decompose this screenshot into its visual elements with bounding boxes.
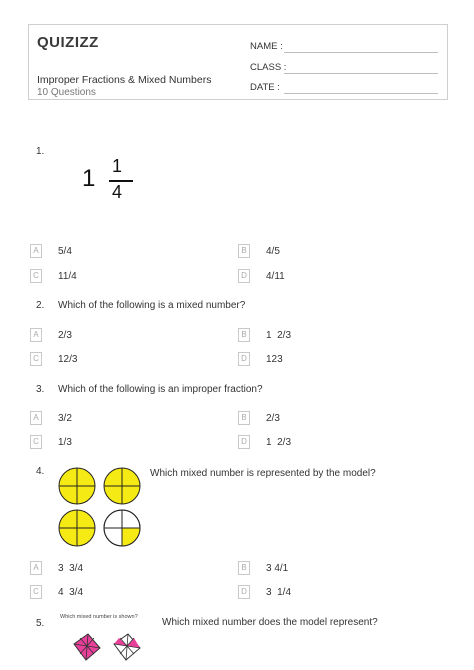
fraction-circles-model: [56, 466, 144, 550]
option-text[interactable]: 4/11: [266, 271, 285, 282]
question-text: Which of the following is a mixed number?: [58, 300, 246, 311]
quizizz-logo: QUIZIZZ: [37, 34, 99, 51]
name-label: NAME :: [250, 41, 283, 52]
option-letter[interactable]: D: [238, 585, 250, 599]
class-field[interactable]: [284, 73, 438, 74]
option-letter[interactable]: A: [30, 328, 42, 342]
option-text[interactable]: 3/2: [58, 413, 72, 424]
question-count: 10 Questions: [37, 87, 96, 98]
option-letter[interactable]: D: [238, 352, 250, 366]
option-text[interactable]: 11/4: [58, 271, 77, 282]
option-letter[interactable]: B: [238, 244, 250, 258]
option-letter[interactable]: A: [30, 411, 42, 425]
fraction-denominator: 4: [112, 182, 123, 202]
option-letter[interactable]: B: [238, 411, 250, 425]
option-text[interactable]: 3 3/4: [58, 563, 84, 574]
worksheet-title: Improper Fractions & Mixed Numbers: [37, 74, 212, 86]
option-text[interactable]: 123: [266, 354, 283, 365]
question-text: Which mixed number is represented by the model?: [150, 468, 376, 479]
option-text[interactable]: 5/4: [58, 246, 72, 257]
full-circle: [59, 510, 95, 546]
question-number: 4.: [36, 466, 45, 477]
question-number: 5.: [36, 618, 45, 629]
option-letter[interactable]: A: [30, 244, 42, 258]
option-letter[interactable]: B: [238, 328, 250, 342]
option-letter[interactable]: D: [238, 269, 250, 283]
option-letter[interactable]: A: [30, 561, 42, 575]
fraction-numerator: 1: [112, 156, 123, 176]
question-number: 3.: [36, 384, 45, 395]
option-text[interactable]: 2/3: [58, 330, 72, 341]
option-letter[interactable]: C: [30, 585, 42, 599]
class-label: CLASS :: [250, 62, 287, 73]
option-letter[interactable]: D: [238, 435, 250, 449]
option-text[interactable]: 4/5: [266, 246, 280, 257]
question-number: 1.: [36, 146, 45, 157]
option-letter[interactable]: C: [30, 435, 42, 449]
option-text[interactable]: 2/3: [266, 413, 280, 424]
question-text: Which mixed number does the model represent?: [162, 617, 378, 628]
full-square-shape: [74, 634, 100, 660]
fraction-whole: 1: [82, 165, 96, 192]
option-text[interactable]: 1 2/3: [266, 330, 292, 341]
option-text[interactable]: 4 3/4: [58, 587, 84, 598]
option-letter[interactable]: C: [30, 352, 42, 366]
option-letter[interactable]: B: [238, 561, 250, 575]
name-field[interactable]: [284, 52, 438, 53]
option-text[interactable]: 1/3: [58, 437, 72, 448]
question-number: 2.: [36, 300, 45, 311]
option-text[interactable]: 3 1/4: [266, 587, 292, 598]
option-text[interactable]: 12/3: [58, 354, 78, 365]
model-caption: Which mixed number is shown?: [60, 614, 138, 620]
full-circle: [59, 468, 95, 504]
octagon-fraction-model: [70, 624, 150, 668]
question-text: Which of the following is an improper fraction?: [58, 384, 263, 395]
partial-square-shape: [114, 634, 140, 660]
option-letter[interactable]: C: [30, 269, 42, 283]
option-text[interactable]: 1 2/3: [266, 437, 292, 448]
date-field[interactable]: [284, 93, 438, 94]
quarter-circle: [104, 510, 140, 546]
full-circle: [104, 468, 140, 504]
option-text[interactable]: 3 4/1: [266, 563, 289, 574]
date-label: DATE :: [250, 82, 280, 93]
